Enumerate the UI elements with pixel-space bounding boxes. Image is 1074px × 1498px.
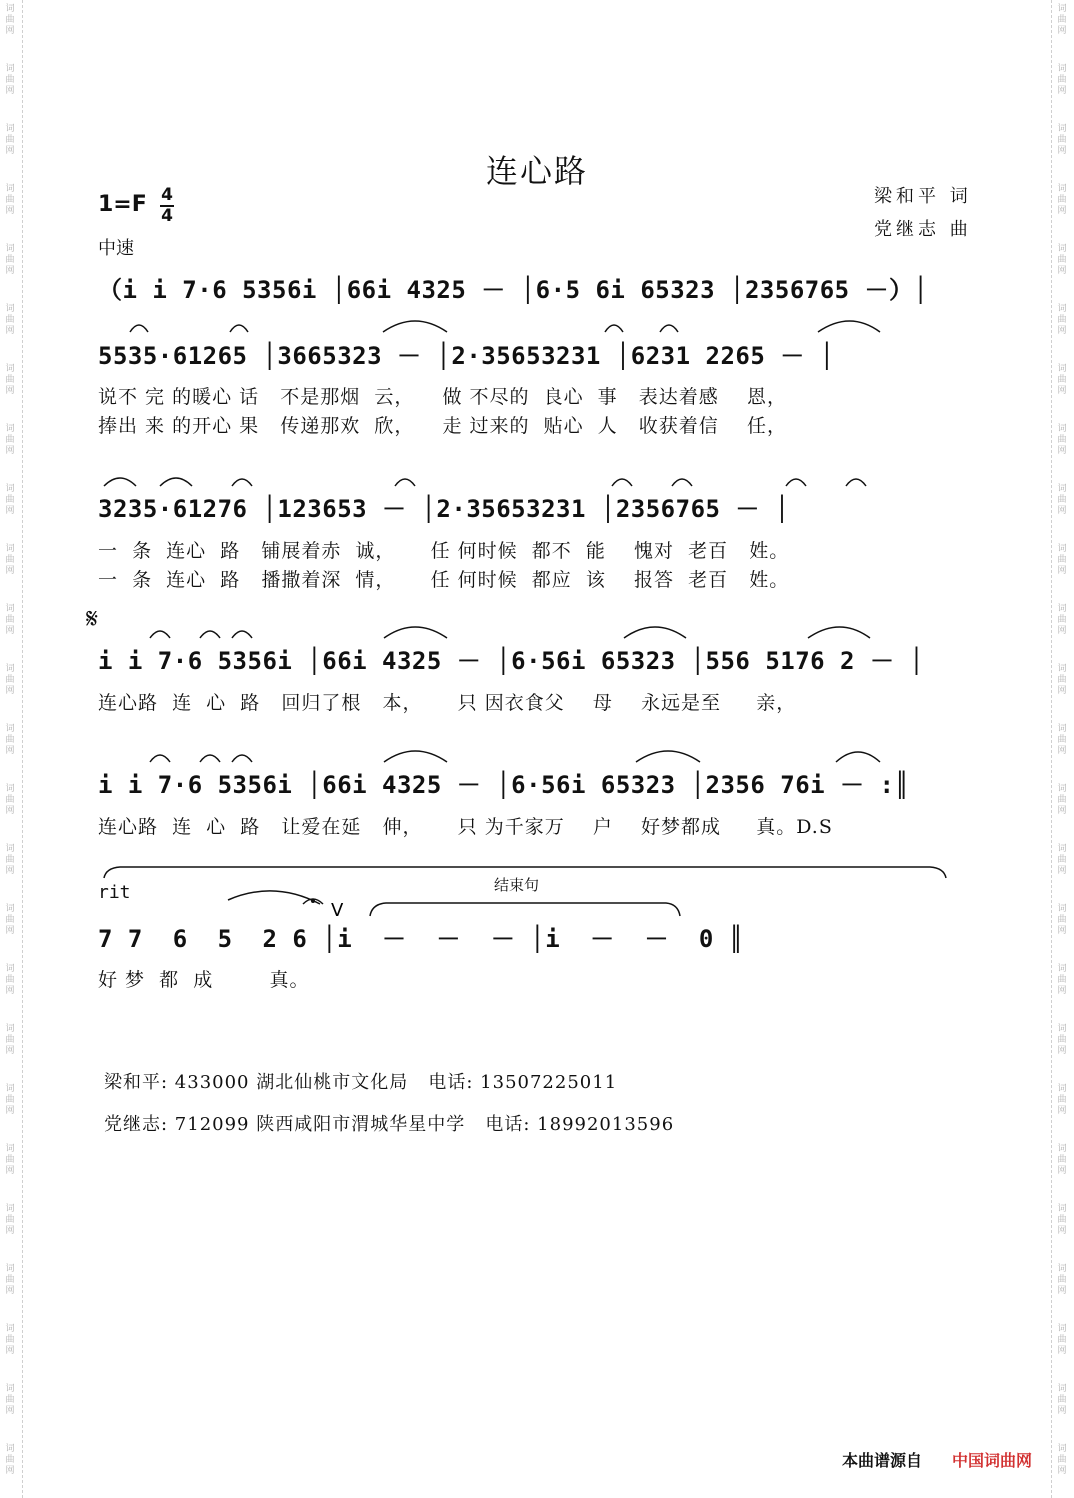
source-label: 本曲谱源自 — [842, 1451, 923, 1470]
slur — [130, 325, 148, 332]
watermark-text: 词 曲 网 — [5, 1264, 15, 1296]
song-title: 连心路 — [485, 152, 588, 190]
slur — [200, 755, 220, 762]
slur — [160, 478, 192, 486]
watermark-text: 词 曲 网 — [5, 1384, 15, 1416]
watermark-text: 词 曲 网 — [5, 1084, 15, 1116]
watermark-text: 词 曲 网 — [5, 544, 15, 576]
watermark-text: 词 曲 网 — [1057, 244, 1067, 276]
lyric-line: 一 条 连心 路 播撒着深 情， 任 何时候 都应 该 报答 老百 姓。 — [98, 569, 790, 591]
watermark-text: 词 曲 网 — [5, 124, 15, 156]
slur — [230, 325, 248, 332]
watermark-text: 词 曲 网 — [1057, 1024, 1067, 1056]
watermark-text: 词 曲 网 — [5, 1024, 15, 1056]
segno-sign: 𝄋 — [86, 602, 99, 635]
watermark-text: 词 曲 网 — [1057, 184, 1067, 216]
site-name: 中国词曲网 — [952, 1451, 1033, 1470]
notation-line: 7 7 6 5 2 6 │i － － － │i － － 0 ║ — [98, 925, 744, 953]
notation-line: 3235·61276 │123653 － │2·35653231 │2356765 － │ — [98, 495, 790, 523]
watermark-text: 词 曲 网 — [5, 244, 15, 276]
watermark-text: 词 曲 网 — [5, 964, 15, 996]
watermark-text: 词 曲 网 — [1057, 1144, 1067, 1176]
watermark-text: 词 曲 网 — [1057, 844, 1067, 876]
watermark-text: 词 曲 网 — [1057, 484, 1067, 516]
watermark-text: 词 曲 网 — [5, 664, 15, 696]
slur — [150, 755, 170, 762]
slur — [672, 479, 692, 486]
watermark-text: 词 曲 网 — [5, 604, 15, 636]
composer-credit: 党继志 曲 — [874, 219, 972, 240]
watermark-text: 词 曲 网 — [5, 1324, 15, 1356]
watermark-text: 词 曲 网 — [1057, 784, 1067, 816]
notation-line: 5535·61265 │3665323 － │2·35653231 │6231 2265 － │ — [98, 342, 835, 370]
slur — [612, 479, 632, 486]
watermark-text: 词 曲 网 — [1057, 1444, 1067, 1476]
watermark-text: 词 曲 网 — [1057, 304, 1067, 336]
contact-line: 党继志: 712099 陕西咸阳市渭城华星中学 电话: 18992013596 — [104, 1114, 675, 1135]
slur — [846, 479, 866, 486]
slur — [200, 631, 220, 638]
lyric-line: 连心路 连 心 路 让爱在延 伸， 只 为千家万 户 好梦都成 真。D.S — [98, 816, 833, 838]
watermark-text: 词 曲 网 — [1057, 664, 1067, 696]
ending-label: 结束句 — [494, 876, 540, 894]
watermark-text: 词 曲 网 — [5, 364, 15, 396]
lyric-line: 好 梦 都 成 真。 — [98, 969, 310, 991]
slur — [232, 631, 252, 638]
time-bottom: 4 — [161, 206, 173, 226]
watermark-text: 词 曲 网 — [1057, 724, 1067, 756]
breath-mark: V — [331, 900, 344, 921]
lyric-line: 连心路 连 心 路 回归了根 本， 只 因衣食父 母 永远是至 亲， — [98, 692, 797, 714]
watermark-text: 词 曲 网 — [1057, 124, 1067, 156]
notation-line: i i 7·6 5356i │66i 4325 － │6·56i 65323 │2356 76i － :║ — [98, 771, 910, 799]
watermark-text: 词 曲 网 — [1057, 604, 1067, 636]
ending-slur — [370, 903, 680, 916]
watermark-text: 词 曲 网 — [1057, 4, 1067, 36]
watermark-text: 词 曲 网 — [5, 784, 15, 816]
watermark-text: 词 曲 网 — [1057, 424, 1067, 456]
fermata-dot — [311, 899, 315, 903]
watermark-text: 词 曲 网 — [5, 1204, 15, 1236]
slur — [384, 627, 447, 638]
watermark-text: 词 曲 网 — [5, 484, 15, 516]
slur — [836, 752, 880, 762]
slur — [818, 321, 880, 332]
watermark-text: 词 曲 网 — [1057, 1264, 1067, 1296]
watermark-text: 词 曲 网 — [1057, 904, 1067, 936]
time-top: 4 — [161, 185, 173, 205]
slur — [150, 631, 170, 638]
slur — [660, 325, 678, 332]
watermark-text: 词 曲 网 — [5, 64, 15, 96]
lyricist-credit: 梁和平 词 — [874, 186, 972, 207]
slur — [395, 479, 415, 486]
watermark-text: 词 曲 网 — [1057, 964, 1067, 996]
ritardando-marking: rit — [98, 882, 131, 903]
notation-line: （i i 7·6 5356i │66i 4325 － │6·5 6i 65323 │2356765 －）│ — [98, 276, 929, 304]
slur — [104, 478, 136, 486]
watermark-text: 词 曲 网 — [1057, 1384, 1067, 1416]
watermark-text: 词 曲 网 — [1057, 1204, 1067, 1236]
lyric-line: 捧出 来 的开心 果 传递那欢 欣， 走 过来的 贴心 人 收获着信 任， — [98, 415, 787, 437]
tempo-marking: 中速 — [98, 238, 134, 259]
watermark-text: 词 曲 网 — [5, 904, 15, 936]
slur — [786, 479, 806, 486]
ending-bracket — [104, 867, 946, 878]
watermark-text: 词 曲 网 — [1057, 1324, 1067, 1356]
watermark-text: 词 曲 网 — [5, 1444, 15, 1476]
watermark-text: 词 曲 网 — [1057, 64, 1067, 96]
watermark-text: 词 曲 网 — [5, 1144, 15, 1176]
slur — [232, 755, 252, 762]
lyric-line: 一 条 连心 路 铺展着赤 诚， 任 何时候 都不 能 愧对 老百 姓。 — [98, 540, 790, 562]
slur — [808, 627, 870, 638]
key-signature: 1=F — [98, 192, 147, 217]
watermark-text: 词 曲 网 — [5, 424, 15, 456]
watermark-text: 词 曲 网 — [5, 844, 15, 876]
watermark-text: 词 曲 网 — [1057, 1084, 1067, 1116]
slur — [383, 321, 447, 332]
watermark-text: 词 曲 网 — [5, 724, 15, 756]
lyric-line: 说不 完 的暖心 话 不是那烟 云， 做 不尽的 良心 事 表达着感 恩， — [98, 386, 787, 408]
watermark-text: 词 曲 网 — [5, 4, 15, 36]
slur — [605, 325, 623, 332]
watermark-text: 词 曲 网 — [5, 304, 15, 336]
slur — [636, 751, 700, 762]
slur — [384, 751, 447, 762]
watermark-text: 词 曲 网 — [5, 184, 15, 216]
slur-group — [104, 321, 946, 916]
notation-line: i i 7·6 5356i │66i 4325 － │6·56i 65323 │556 5176 2 － │ — [98, 647, 925, 675]
slur — [624, 627, 686, 638]
contact-line: 梁和平: 433000 湖北仙桃市文化局 电话: 13507225011 — [104, 1072, 618, 1093]
slur — [232, 479, 252, 486]
watermark-text: 词 曲 网 — [1057, 544, 1067, 576]
watermark-text: 词 曲 网 — [1057, 364, 1067, 396]
